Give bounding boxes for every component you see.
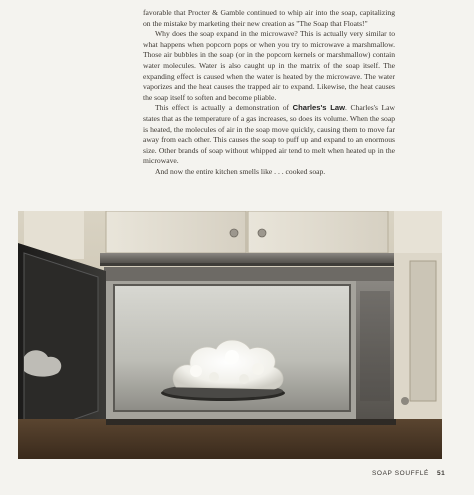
paragraph-3-lead: This effect is actually a demonstration of [155, 103, 293, 113]
paragraph-2: Why does the soap expand in the microwave? This is actually very similar to what happens when popcorn pops or when you try to microwave a marshmallow. Those air bubbles in the soap (or in the popcorn kernels or marshmallow) contain water molecules. Water is also caught up in the matrix of the soap itself. The expanding effect is caused when the water is heated by the microwave. The water vaporizes and the heat causes the trapped air to expand. Likewise, the heat causes the soap itself to soften and become pliable. [143, 29, 395, 102]
charles-law-term: Charles's Law [292, 103, 346, 113]
paragraph-3 [143, 103, 395, 167]
page-number: 51 [436, 470, 446, 477]
body-text [143, 8, 395, 178]
page-footer [372, 470, 445, 477]
microwave-photo [18, 211, 442, 459]
paragraph-1: favorable that Procter & Gamble continued to whip air into the soap, capitalizing on the mistake by marketing their new creation as "The Soap that Floats!" [143, 8, 395, 28]
paragraph-4: And now the entire kitchen smells like . . . cooked soap. [155, 166, 326, 176]
paragraph-3-rest: . Charles's Law states that as the temperature of a gas increases, so does its volume. When the soap is heated, the molecules of air in the soap move quickly, causing them to move far away from each other. This causes the soap to puff up and expand to an enormous size. Other brands of soap without whipped air tend to melt when heated up in the microwave. [143, 103, 396, 166]
section-title: SOAP SOUFFLÉ [372, 470, 429, 477]
